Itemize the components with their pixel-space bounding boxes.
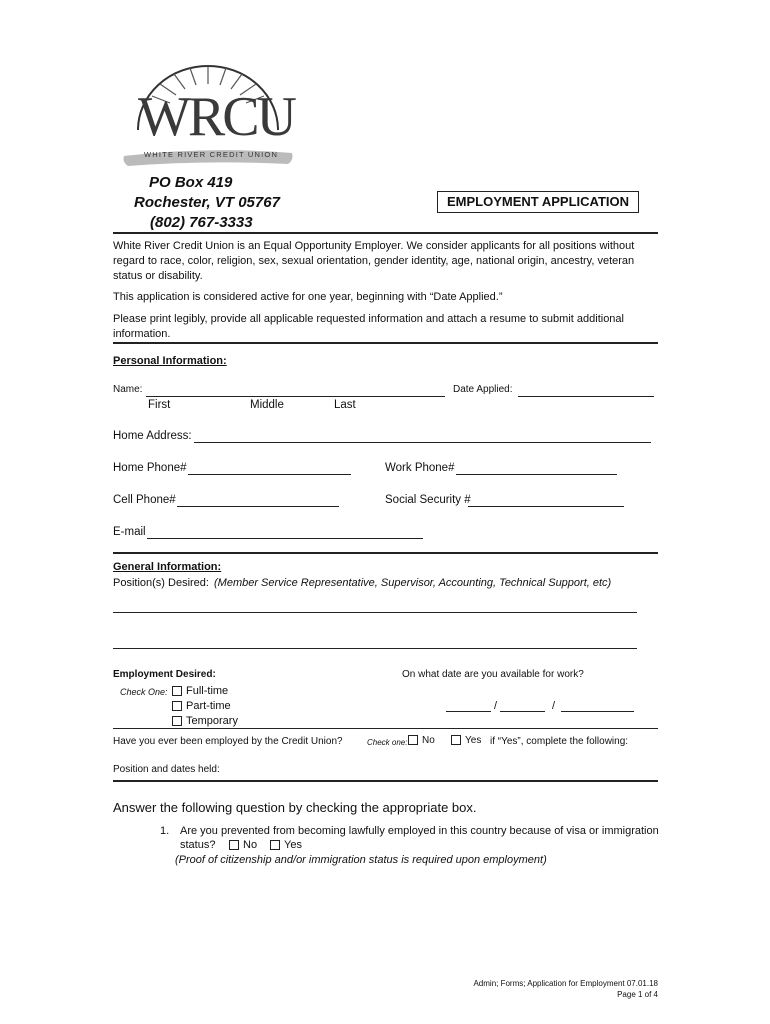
wrcu-logo: [118, 52, 298, 170]
divider: [113, 342, 658, 344]
question-1-no-option[interactable]: No: [229, 838, 257, 853]
divider: [113, 728, 658, 729]
question-1-note: (Proof of citizenship and/or immigration status is required upon employment): [175, 854, 547, 866]
if-yes-instruction: if “Yes”, complete the following:: [490, 736, 629, 747]
part-time-option[interactable]: Part-time: [172, 699, 231, 714]
middle-name-caption: Middle: [250, 399, 284, 411]
positions-field-line-1[interactable]: [113, 600, 637, 613]
date-separator: /: [552, 700, 556, 712]
date-applied-label: Date Applied:: [453, 384, 513, 395]
logo-subtext: WHITE RIVER CREDIT UNION: [144, 150, 279, 159]
position-dates-label: Position and dates held:: [113, 764, 220, 775]
question-1-yes-checkbox[interactable]: [270, 840, 280, 850]
part-time-checkbox[interactable]: [172, 701, 182, 711]
address-line-1: PO Box 419: [149, 174, 233, 191]
email-label: E-mail: [113, 526, 146, 538]
name-label: Name:: [113, 384, 143, 395]
ssn-label: Social Security #: [385, 494, 471, 506]
footer-page-number: Page 1 of 4: [617, 990, 658, 999]
question-1-yes-option[interactable]: Yes: [270, 838, 302, 853]
temporary-checkbox[interactable]: [172, 716, 182, 726]
question-1-status: status?: [180, 839, 216, 851]
eoe-paragraph: White River Credit Union is an Equal Opportunity Employer. We consider applicants for all positions without regard to race, color, religion, sex, sexual orientation, gender identity, age, national origin, ancestry, veteran status or disability.: [113, 240, 635, 282]
divider: [113, 552, 658, 554]
home-address-field[interactable]: [194, 430, 651, 443]
divider: [113, 232, 658, 234]
instructions-paragraph: Please print legibly, provide all applicable requested information and attach a resume to submit additional information.: [113, 313, 624, 340]
date-applied-field[interactable]: [518, 384, 654, 397]
home-phone-label: Home Phone#: [113, 462, 187, 474]
logo-wordmark: WRCU: [138, 86, 294, 148]
ssn-field[interactable]: [468, 494, 624, 507]
footer: [358, 978, 658, 1000]
check-one-small-label: Check one:: [367, 738, 408, 747]
work-phone-label: Work Phone#: [385, 462, 455, 474]
question-1-text: Are you prevented from becoming lawfully employed in this country because of visa or immigration: [180, 825, 659, 837]
footer-doc-name: Admin; Forms; Application for Employment 07.01.18: [473, 979, 658, 988]
employed-question: Have you ever been employed by the Credit Union?: [113, 736, 343, 747]
question-1-no-checkbox[interactable]: [229, 840, 239, 850]
last-name-caption: Last: [334, 399, 356, 411]
personal-info-heading: Personal Information:: [113, 355, 227, 367]
employed-no-option[interactable]: No: [408, 735, 435, 746]
home-address-label: Home Address:: [113, 430, 192, 442]
available-month-field[interactable]: [446, 699, 491, 712]
home-phone-field[interactable]: [188, 462, 351, 475]
phone-number: (802) 767-3333: [150, 214, 253, 231]
employed-yes-checkbox[interactable]: [451, 735, 461, 745]
employment-desired-label: Employment Desired:: [113, 669, 216, 680]
cell-phone-field[interactable]: [177, 494, 339, 507]
email-field[interactable]: [147, 526, 423, 539]
available-date-label: On what date are you available for work?: [402, 669, 584, 680]
questions-heading: Answer the following question by checking the appropriate box.: [113, 800, 477, 815]
question-number: 1.: [160, 825, 170, 837]
available-day-field[interactable]: [500, 699, 545, 712]
general-info-heading: General Information:: [113, 561, 222, 573]
employed-yes-option[interactable]: Yes: [451, 735, 481, 746]
temporary-option[interactable]: Temporary: [172, 714, 238, 729]
name-field[interactable]: [146, 384, 445, 397]
employed-no-checkbox[interactable]: [408, 735, 418, 745]
first-name-caption: First: [148, 399, 171, 411]
work-phone-field[interactable]: [456, 462, 617, 475]
positions-hint: (Member Service Representative, Supervisor, Accounting, Technical Support, etc): [214, 577, 612, 589]
form-title: EMPLOYMENT APPLICATION: [437, 191, 639, 213]
divider: [113, 780, 658, 782]
active-paragraph: This application is considered active for one year, beginning with “Date Applied.”: [113, 291, 503, 303]
positions-field-line-2[interactable]: [113, 636, 637, 649]
positions-label: Position(s) Desired:: [113, 577, 209, 589]
available-year-field[interactable]: [561, 699, 634, 712]
date-separator: /: [494, 700, 498, 712]
full-time-checkbox[interactable]: [172, 686, 182, 696]
full-time-option[interactable]: Full-time: [172, 684, 228, 699]
address-line-2: Rochester, VT 05767: [134, 194, 280, 211]
check-one-label: Check One:: [120, 687, 168, 697]
cell-phone-label: Cell Phone#: [113, 494, 176, 506]
